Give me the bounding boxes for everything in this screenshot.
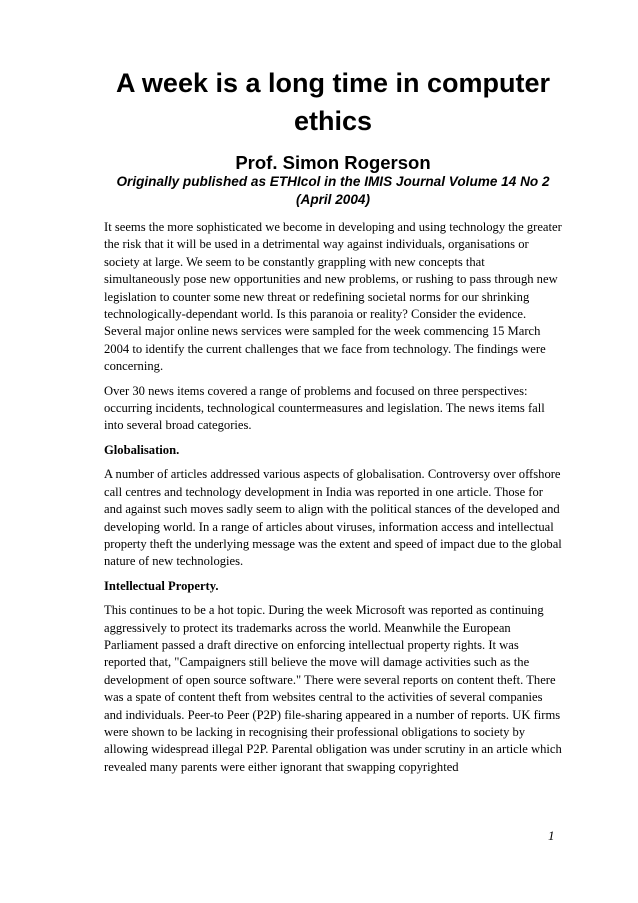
publication-note: Originally published as ETHIcol in the IMIS Journal Volume 14 No 2 (April 2004) (116, 174, 550, 207)
document-page (104, 64, 562, 776)
overview-paragraph: Over 30 news items covered a range of problems and focused on three perspectives: occurring incidents, technological countermeasures and legislation. The news items fall into several broad categories. (104, 383, 545, 433)
section-body-globalisation: A number of articles addressed various aspects of globalisation. Controversy over offshore call centres and technology development in India was reported in one article. Those for and against such moves sadly seem to align with the political stances of the developed and developing world. In a range of articles about viruses, information access and intellectual property theft the underlying message was the extent and speed of impact due to the global nature of new technologies. (104, 467, 562, 569)
intro-paragraph: It seems the more sophisticated we become in developing and using technology the greater the risk that it will be used in a detrimental way against individuals, organisations or society at large. We seem to be constantly grappling with new concepts that simultaneously pose new opportunities and new problems, or rushing to pass through new legislation to counter some new threat or redefining societal norms for our shrinking technologically-dependant world. Is this paranoia or reality? Consider the evidence. Several major online news services were sampled for the week commencing 15 March 2004 to identify the current challenges that we face from technology. The findings were concerning. (104, 220, 562, 374)
section-heading-intellectual-property: Intellectual Property. (104, 578, 219, 593)
section-heading-globalisation: Globalisation. (104, 442, 180, 457)
author-name: Prof. Simon Rogerson (235, 152, 431, 173)
section-body-intellectual-property: This continues to be a hot topic. During the week Microsoft was reported as continuing aggressively to protect its trademarks across the world. Meanwhile the European Parliament passed a draft directive on enforcing intellectual property rights. It was reported that, "Campaigners still believe the move will damage activities such as the development of open source software." There were several reports on content theft. There was a spate of content theft from websites central to the activities of several companies and individuals. Peer-to Peer (P2P) file-sharing appeared in a number of reports. UK firms were shown to be lacking in recognising their professional obligations to society by allowing widespread illegal P2P. Parental obligation was under scrutiny in an article which revealed many parents were either ignorant that swapping copyrighted (104, 603, 562, 774)
page-number: 1 (548, 828, 555, 843)
document-title: A week is a long time in computer ethics (115, 68, 551, 136)
